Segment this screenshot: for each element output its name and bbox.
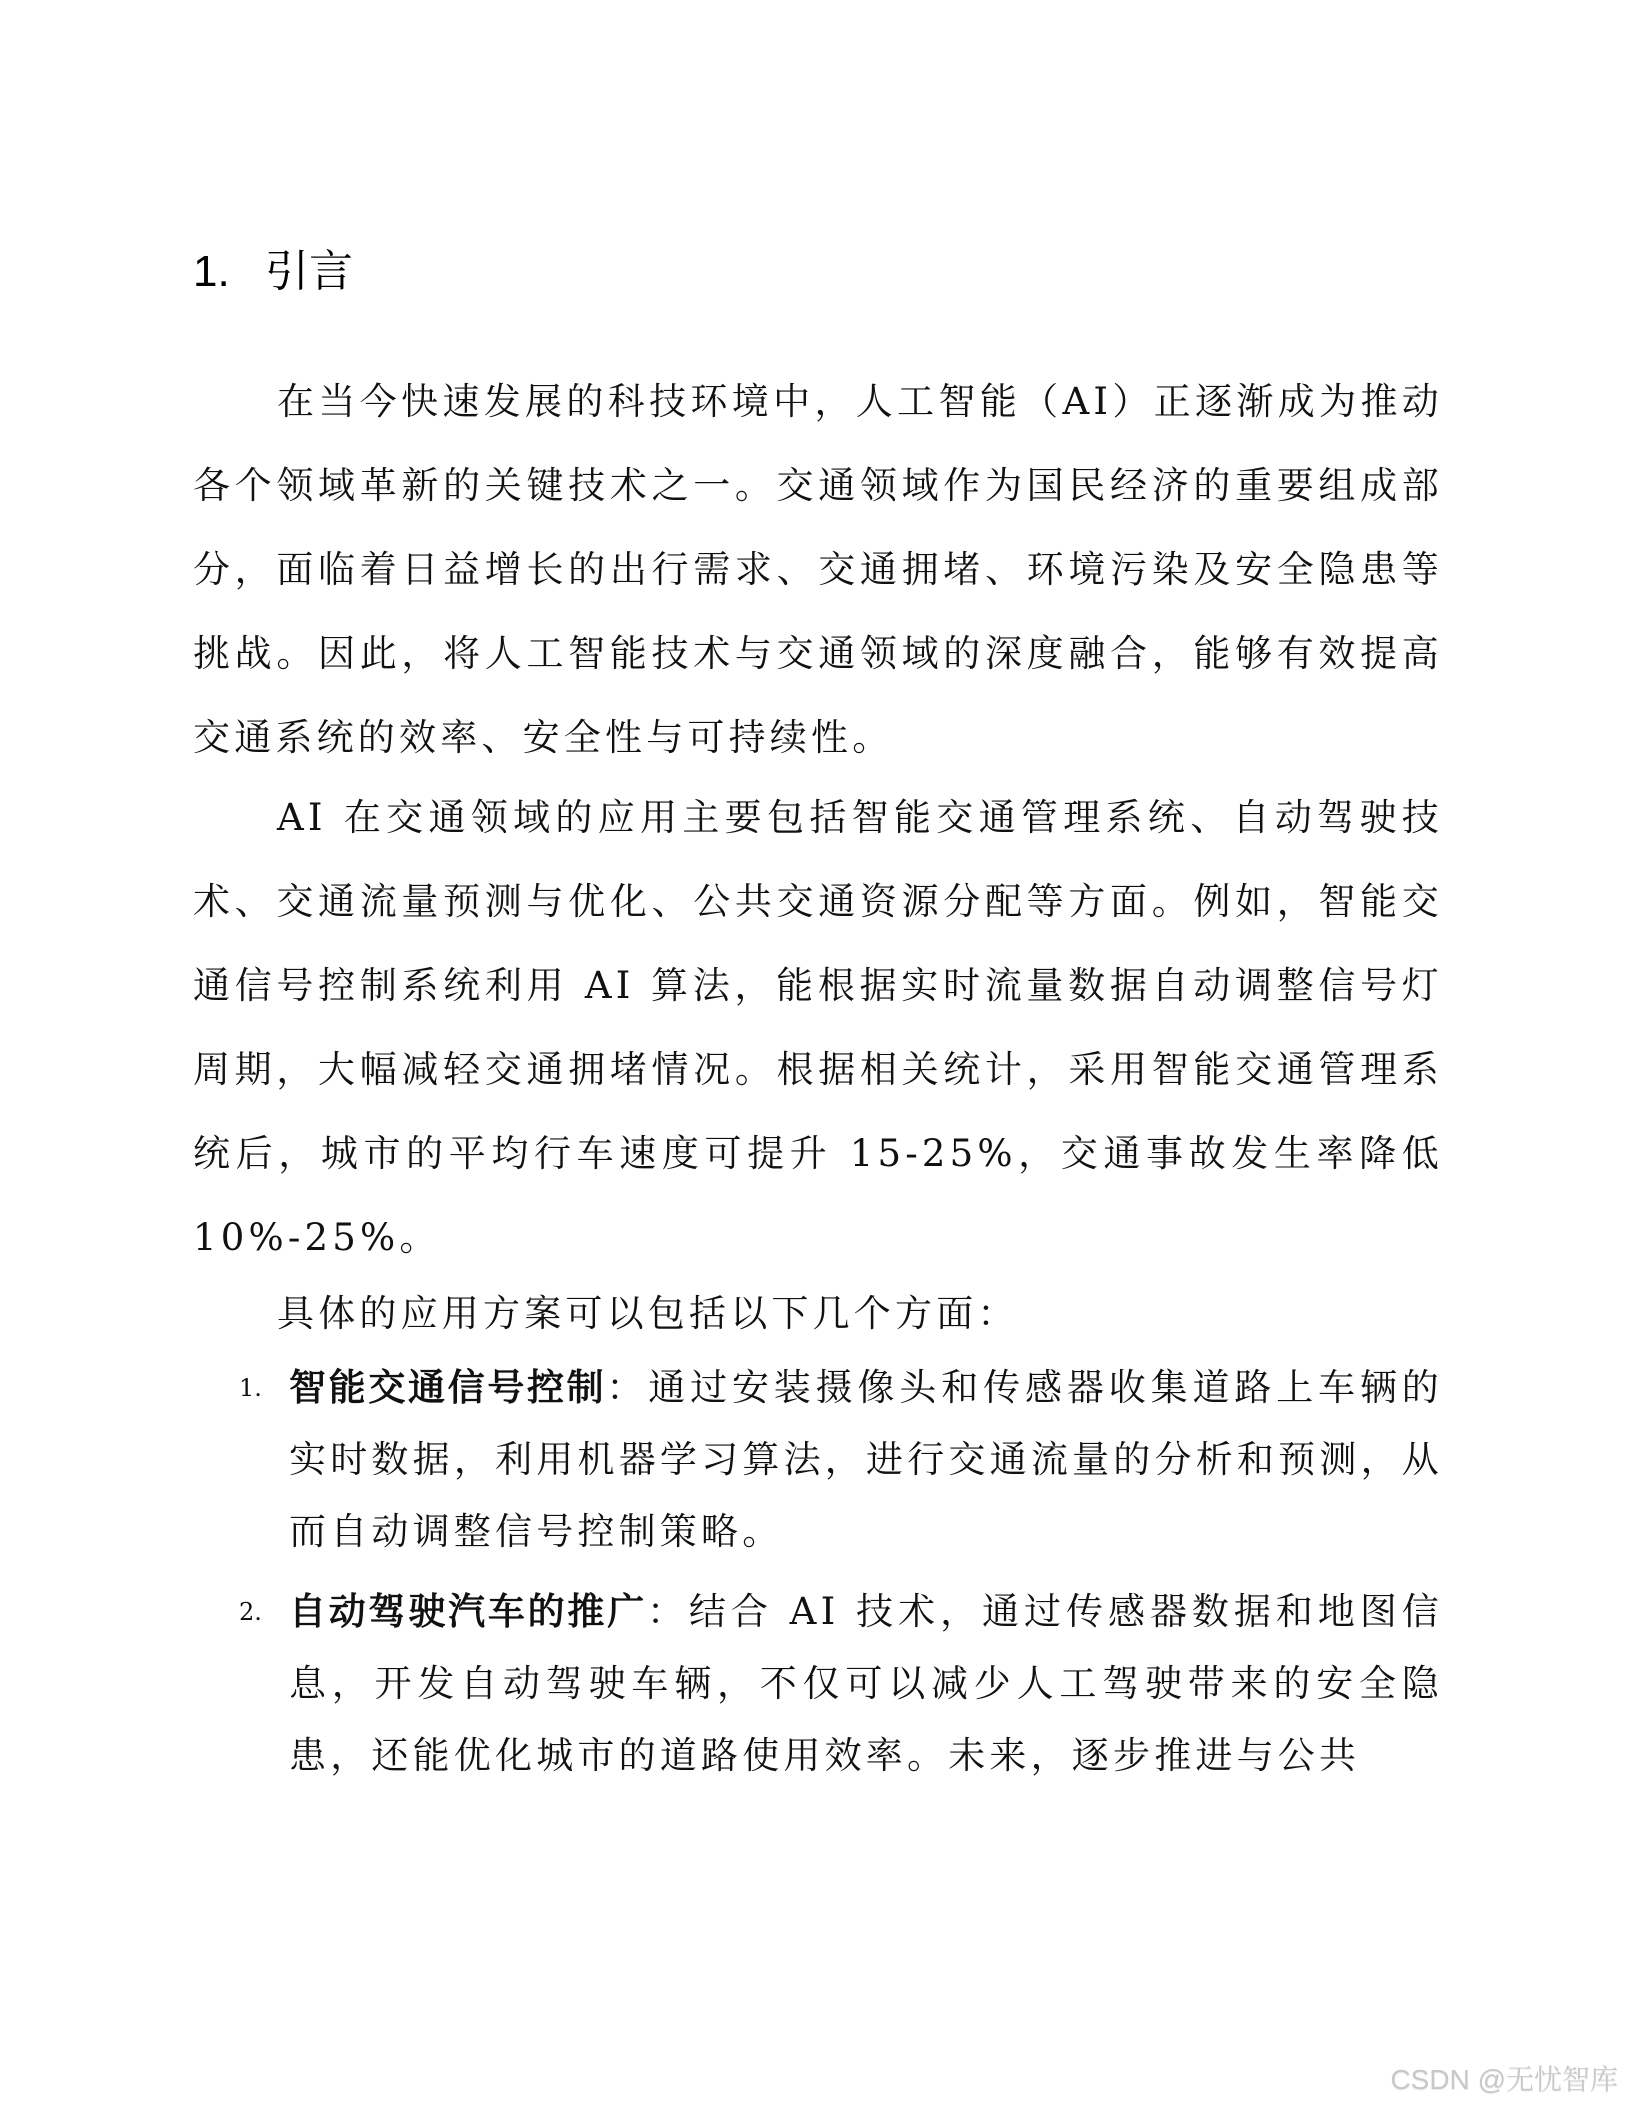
watermark: CSDN @无忧智库	[1390, 2064, 1618, 2095]
list-item-number: 2.	[239, 1598, 262, 1626]
list-item	[193, 1576, 1443, 1792]
list-item-title: 智能交通信号控制	[289, 1366, 607, 1409]
list-item-number: 1.	[239, 1374, 262, 1402]
numbered-list-2	[193, 1576, 1443, 1792]
list-item-text: ：结合 AI 技术，通过传感器数据和地图信息，开发自动驾驶车辆，不仅可以减少人工驾驶带来的安全隐患，还能优化城市的道路使用效率。未来，逐步推进与公共	[289, 1590, 1444, 1777]
list-item-text: ：通过安装摄像头和传感器收集道路上车辆的实时数据，利用机器学习算法，进行交通流量的分析和预测，从而自动调整信号控制策略。	[289, 1366, 1444, 1553]
paragraph-intro: 在当今快速发展的科技环境中，人工智能（AI）正逐渐成为推动各个领域革新的关键技术之一。交通领域作为国民经济的重要组成部分，面临着日益增长的出行需求、交通拥堵、环境污染及安全隐患等挑战。因此，将人工智能技术与交通领域的深度融合，能够有效提高交通系统的效率、安全性与可持续性。	[193, 380, 1443, 759]
section-heading	[193, 244, 353, 300]
list-item-title: 自动驾驶汽车的推广	[289, 1590, 647, 1633]
numbered-list-1	[193, 1352, 1443, 1568]
paragraph-applications: AI 在交通领域的应用主要包括智能交通管理系统、自动驾驶技术、交通流量预测与优化、公共交通资源分配等方面。例如，智能交通信号控制系统利用 AI 算法，能根据实时流量数据自动调整信号灯周期，大幅减轻交通拥堵情况。根据相关统计，采用智能交通管理系统后，城市的平均行车速度可提升 15-25%，交通事故发生率降低 10%-25%。	[193, 796, 1443, 1259]
section-number: 1.	[193, 247, 230, 296]
section-title: 引言	[265, 247, 353, 296]
list-item	[193, 1352, 1443, 1568]
paragraph-list-intro: 具体的应用方案可以包括以下几个方面：	[277, 1292, 1019, 1335]
